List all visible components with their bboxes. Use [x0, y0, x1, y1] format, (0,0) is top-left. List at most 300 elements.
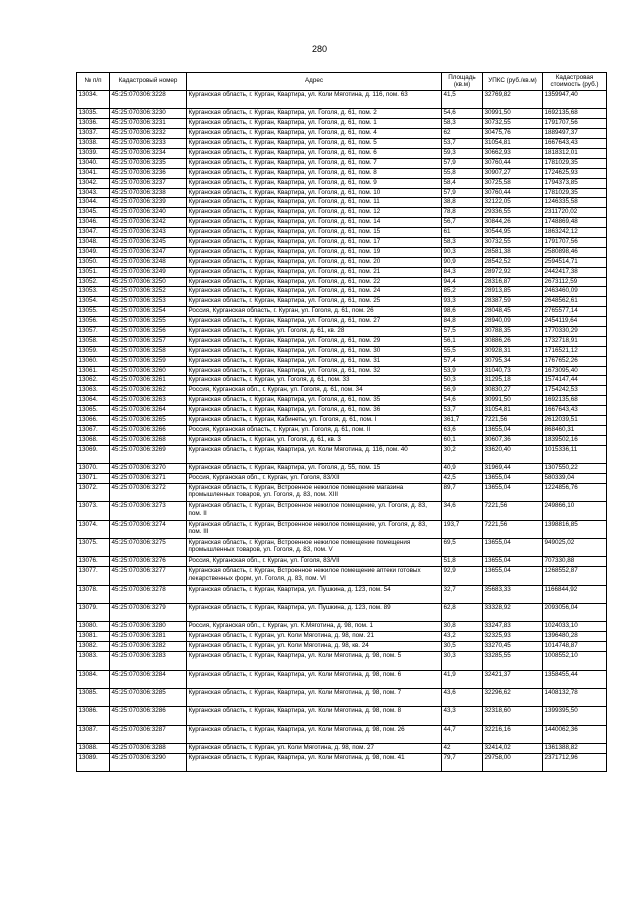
cell-cadastral-cost: 1724625,93: [543, 168, 607, 178]
cell-cadastral-number: 45:25:070306:3263: [110, 396, 187, 406]
cell-area: 78,8: [442, 208, 483, 218]
cell-cadastral-number: 45:25:070306:3248: [110, 257, 187, 267]
cell-row-number: 13064.: [77, 396, 110, 406]
cell-cadastral-number: 45:25:070306:3243: [110, 228, 187, 238]
cell-row-number: 13073.: [77, 502, 110, 520]
cell-address: Россия, Курганская обл., г. Курган, ул. Гоголя, 83/XII: [187, 473, 442, 483]
header-cadastral-number: Кадастровый номер: [110, 73, 187, 91]
table-row: [77, 744, 607, 754]
cell-row-number: 13046.: [77, 218, 110, 228]
cell-upks: 33270,45: [483, 642, 543, 652]
cell-cadastral-cost: 1791707,56: [543, 119, 607, 129]
cell-cadastral-cost: 868460,31: [543, 425, 607, 435]
cell-address: Россия, Курганская обл., г. Курган, ул. Гоголя, д. 61, пом. 34: [187, 386, 442, 396]
cell-upks: 30725,58: [483, 178, 543, 188]
cell-area: 93,3: [442, 297, 483, 307]
table-row: [77, 307, 607, 317]
cell-upks: 32421,37: [483, 670, 543, 688]
table-row: [77, 336, 607, 346]
cell-area: 56,9: [442, 386, 483, 396]
cell-upks: 30991,50: [483, 109, 543, 119]
table-row: [77, 148, 607, 158]
table-body: [77, 91, 607, 772]
table-row: [77, 178, 607, 188]
header-area: Площадь (кв.м): [442, 73, 483, 91]
cell-cadastral-number: 45:25:070306:3270: [110, 464, 187, 474]
cell-row-number: 13063.: [77, 386, 110, 396]
cell-upks: 32318,60: [483, 707, 543, 725]
table-row: [77, 346, 607, 356]
cell-cadastral-cost: 2594514,71: [543, 257, 607, 267]
cell-upks: 33328,92: [483, 604, 543, 622]
cell-area: 30,8: [442, 622, 483, 632]
cell-upks: 28972,92: [483, 267, 543, 277]
cell-area: 54,6: [442, 109, 483, 119]
cell-cadastral-cost: 1667643,43: [543, 406, 607, 416]
cell-area: 44,7: [442, 725, 483, 743]
cell-address: Курганская область, г. Курган, Квартира, ул. Гоголя, д. 61, пом. 1: [187, 119, 442, 129]
cell-row-number: 13040.: [77, 158, 110, 168]
cell-area: 193,7: [442, 520, 483, 538]
cell-area: 84,8: [442, 317, 483, 327]
cell-cadastral-cost: 2454119,64: [543, 317, 607, 327]
cell-row-number: 13075.: [77, 539, 110, 557]
cell-cadastral-number: 45:25:070306:3238: [110, 188, 187, 198]
cell-cadastral-cost: 1440062,36: [543, 725, 607, 743]
cell-upks: 30795,34: [483, 356, 543, 366]
cell-upks: 32122,05: [483, 198, 543, 208]
header-upks: УПКС (руб./кв.м): [483, 73, 543, 91]
table-row: [77, 753, 607, 771]
cell-row-number: 13051.: [77, 267, 110, 277]
cell-area: 90,3: [442, 247, 483, 257]
cell-area: 90,9: [442, 257, 483, 267]
cell-area: 50,3: [442, 376, 483, 386]
cell-cadastral-number: 45:25:070306:3242: [110, 218, 187, 228]
cell-cadastral-cost: 1889497,37: [543, 129, 607, 139]
cell-cadastral-number: 45:25:070306:3287: [110, 725, 187, 743]
cell-address: Курганская область, г. Курган, ул. Коли Мяготина, д. 98, пом. 27: [187, 744, 442, 754]
cell-row-number: 13034.: [77, 91, 110, 109]
cell-cadastral-number: 45:25:070306:3256: [110, 326, 187, 336]
cell-upks: 7221,56: [483, 416, 543, 426]
table-row: [77, 632, 607, 642]
cell-address: Курганская область, г. Курган, Квартира, ул. Гоголя, д. 61, пом. 5: [187, 139, 442, 149]
table-row: [77, 557, 607, 567]
cell-area: 94,4: [442, 277, 483, 287]
cell-address: Курганская область, г. Курган, Квартира, ул. Гоголя, д. 61, пом. 36: [187, 406, 442, 416]
cell-area: 42,5: [442, 473, 483, 483]
cell-row-number: 13041.: [77, 168, 110, 178]
cell-row-number: 13085.: [77, 688, 110, 706]
cell-area: 60,1: [442, 435, 483, 445]
cell-cadastral-cost: 2765577,14: [543, 307, 607, 317]
cell-row-number: 13077.: [77, 567, 110, 585]
cell-address: Курганская область, г. Курган, Квартира, ул. Гоголя, д. 61, пом. 8: [187, 168, 442, 178]
cell-cadastral-number: 45:25:070306:3239: [110, 198, 187, 208]
cell-row-number: 13036.: [77, 119, 110, 129]
cell-area: 43,6: [442, 688, 483, 706]
cell-area: 84,3: [442, 267, 483, 277]
cell-row-number: 13065.: [77, 406, 110, 416]
cell-row-number: 13080.: [77, 622, 110, 632]
table-row: [77, 208, 607, 218]
cell-address: Курганская область, г. Курган, ул. Гоголя, д. 61, кв. 28: [187, 326, 442, 336]
cell-area: 56,7: [442, 218, 483, 228]
cell-cadastral-number: 45:25:070306:3237: [110, 178, 187, 188]
table-row: [77, 257, 607, 267]
cell-upks: 33247,83: [483, 622, 543, 632]
cell-upks: 28387,59: [483, 297, 543, 307]
cell-upks: 30907,27: [483, 168, 543, 178]
table-row: [77, 218, 607, 228]
cell-cadastral-number: 45:25:070306:3278: [110, 585, 187, 603]
cell-cadastral-cost: 1667643,43: [543, 139, 607, 149]
cell-area: 30,5: [442, 642, 483, 652]
cell-area: 53,7: [442, 406, 483, 416]
cell-upks: 28940,09: [483, 317, 543, 327]
cell-area: 41,5: [442, 91, 483, 109]
cell-area: 62: [442, 129, 483, 139]
table-row: [77, 567, 607, 585]
cell-address: Курганская область, г. Курган, Квартира, ул. Гоголя, д. 61, пом. 10: [187, 188, 442, 198]
cell-row-number: 13089.: [77, 753, 110, 771]
table-row: [77, 198, 607, 208]
cell-area: 85,2: [442, 287, 483, 297]
table-row: [77, 520, 607, 538]
cell-upks: 33620,40: [483, 445, 543, 463]
table-row: [77, 670, 607, 688]
cell-row-number: 13074.: [77, 520, 110, 538]
cell-upks: 13655,04: [483, 557, 543, 567]
cell-cadastral-cost: 1014748,87: [543, 642, 607, 652]
cell-cadastral-number: 45:25:070306:3274: [110, 520, 187, 538]
cadastral-table: [76, 72, 607, 772]
cell-cadastral-cost: 1781029,35: [543, 188, 607, 198]
cell-upks: 31040,73: [483, 366, 543, 376]
cell-address: Курганская область, г. Курган, Квартира, ул. Гоголя, д. 61, пом. 14: [187, 218, 442, 228]
cell-upks: 28542,52: [483, 257, 543, 267]
cell-address: Курганская область, г. Курган, Квартира, ул. Пушкина, д. 123, пом. 54: [187, 585, 442, 603]
cell-cadastral-number: 45:25:070306:3235: [110, 158, 187, 168]
cell-row-number: 13047.: [77, 228, 110, 238]
cell-upks: 28581,38: [483, 247, 543, 257]
cell-cadastral-cost: 1781029,35: [543, 158, 607, 168]
cell-row-number: 13087.: [77, 725, 110, 743]
cell-area: 43,3: [442, 707, 483, 725]
cell-cadastral-cost: 580339,04: [543, 473, 607, 483]
cell-row-number: 13069.: [77, 445, 110, 463]
cell-row-number: 13078.: [77, 585, 110, 603]
cell-cadastral-number: 45:25:070306:3269: [110, 445, 187, 463]
cell-cadastral-cost: 1224856,76: [543, 483, 607, 501]
cell-area: 53,9: [442, 366, 483, 376]
cell-area: 54,6: [442, 396, 483, 406]
cell-row-number: 13037.: [77, 129, 110, 139]
cell-row-number: 13058.: [77, 336, 110, 346]
cell-cadastral-cost: 707330,88: [543, 557, 607, 567]
cell-row-number: 13070.: [77, 464, 110, 474]
cell-cadastral-number: 45:25:070306:3259: [110, 356, 187, 366]
cell-address: Курганская область, г. Курган, Квартира, ул. Гоголя, д. 61, пом. 15: [187, 228, 442, 238]
cell-upks: 28913,85: [483, 287, 543, 297]
cell-cadastral-cost: 1767652,26: [543, 356, 607, 366]
cell-area: 34,6: [442, 502, 483, 520]
cell-row-number: 13067.: [77, 425, 110, 435]
cell-cadastral-number: 45:25:070306:3281: [110, 632, 187, 642]
cell-upks: 30788,35: [483, 326, 543, 336]
cell-address: Курганская область, г. Курган, ул. Коли Мяготина, д. 98, кв. 24: [187, 642, 442, 652]
cell-cadastral-cost: 1574147,44: [543, 376, 607, 386]
cell-area: 42: [442, 744, 483, 754]
cell-cadastral-number: 45:25:070306:3284: [110, 670, 187, 688]
cell-area: 38,8: [442, 198, 483, 208]
cell-row-number: 13039.: [77, 148, 110, 158]
cell-upks: 13655,04: [483, 567, 543, 585]
header-address: Адрес: [187, 73, 442, 91]
cell-address: Россия, Курганская область, г. Курган, ул. Гоголя, д. 61, пом. 26: [187, 307, 442, 317]
cell-address: Курганская область, г. Курган, ул. Гоголя, д. 61, пом. 33: [187, 376, 442, 386]
cell-upks: 30928,31: [483, 346, 543, 356]
cell-row-number: 13052.: [77, 277, 110, 287]
table-header-row: [77, 73, 607, 91]
cell-cadastral-cost: 2648562,61: [543, 297, 607, 307]
table-row: [77, 356, 607, 366]
table-row: [77, 297, 607, 307]
cell-area: 89,7: [442, 483, 483, 501]
cell-address: Курганская область, г. Курган, Квартира, ул. Гоголя, д. 61, пом. 20: [187, 257, 442, 267]
cell-cadastral-number: 45:25:070306:3280: [110, 622, 187, 632]
cell-cadastral-cost: 1024033,10: [543, 622, 607, 632]
cell-address: Курганская область, г. Курган, Квартира, ул. Гоголя, д. 61, пом. 35: [187, 396, 442, 406]
cell-cadastral-cost: 1716521,12: [543, 346, 607, 356]
cell-area: 53,7: [442, 139, 483, 149]
cell-address: Курганская область, г. Курган, Квартира, ул. Коли Мяготина, д. 98, пом. 8: [187, 707, 442, 725]
cell-address: Курганская область, г. Курган, Квартира, ул. Гоголя, д. 61, пом. 21: [187, 267, 442, 277]
cell-address: Курганская область, г. Курган, Квартира, ул. Гоголя, д. 61, пом. 27: [187, 317, 442, 327]
cell-row-number: 13088.: [77, 744, 110, 754]
cell-address: Курганская область, г. Курган, Квартира, ул. Гоголя, д. 61, пом. 19: [187, 247, 442, 257]
cell-row-number: 13071.: [77, 473, 110, 483]
cell-row-number: 13061.: [77, 366, 110, 376]
table-row: [77, 652, 607, 670]
cell-row-number: 13072.: [77, 483, 110, 501]
cell-upks: 30760,44: [483, 158, 543, 168]
cell-upks: 31295,18: [483, 376, 543, 386]
cell-upks: 30830,27: [483, 386, 543, 396]
cell-cadastral-cost: 1246335,58: [543, 198, 607, 208]
cell-cadastral-cost: 1359947,40: [543, 91, 607, 109]
cell-cadastral-cost: 949025,02: [543, 539, 607, 557]
table-row: [77, 396, 607, 406]
table-row: [77, 158, 607, 168]
cell-address: Россия, Курганская обл., г. Курган, ул. К.Мяготина, д. 98, пом. 1: [187, 622, 442, 632]
cell-address: Курганская область, г. Курган, Квартира, ул. Гоголя, д. 61, пом. 2: [187, 109, 442, 119]
header-num: № п/п: [77, 73, 110, 91]
table-row: [77, 642, 607, 652]
cell-cadastral-number: 45:25:070306:3282: [110, 642, 187, 652]
cell-upks: 32325,93: [483, 632, 543, 642]
cell-cadastral-cost: 1307550,22: [543, 464, 607, 474]
cell-area: 92,9: [442, 567, 483, 585]
cell-area: 79,7: [442, 753, 483, 771]
cell-area: 58,3: [442, 237, 483, 247]
cell-cadastral-number: 45:25:070306:3252: [110, 287, 187, 297]
cell-row-number: 13062.: [77, 376, 110, 386]
cell-upks: 30760,44: [483, 188, 543, 198]
table-row: [77, 406, 607, 416]
cell-upks: 13655,04: [483, 483, 543, 501]
cell-address: Курганская область, г. Курган, Квартира, ул. Гоголя, д. 61, пом. 25: [187, 297, 442, 307]
cell-cadastral-cost: 2580898,46: [543, 247, 607, 257]
table-row: [77, 366, 607, 376]
cell-upks: 30732,55: [483, 119, 543, 129]
cell-cadastral-number: 45:25:070306:3277: [110, 567, 187, 585]
cell-area: 55,8: [442, 168, 483, 178]
cell-address: Курганская область, г. Курган, Встроенное нежилое помещение помещения промышленных товаров, ул. Гоголя, д. 83, пом. V: [187, 539, 442, 557]
cell-upks: 29758,00: [483, 753, 543, 771]
cell-address: Курганская область, г. Курган, Квартира, ул. Пушкина, д. 123, пом. 89: [187, 604, 442, 622]
cell-area: 57,5: [442, 326, 483, 336]
cell-address: Курганская область, г. Курган, Квартира, ул. Коли Мяготина, д. 98, пом. 41: [187, 753, 442, 771]
cell-cadastral-cost: 2442417,38: [543, 267, 607, 277]
table-row: [77, 473, 607, 483]
table-row: [77, 725, 607, 743]
table-row: [77, 425, 607, 435]
cell-row-number: 13035.: [77, 109, 110, 119]
table-row: [77, 247, 607, 257]
cell-row-number: 13044.: [77, 198, 110, 208]
table-row: [77, 109, 607, 119]
cell-area: 62,8: [442, 604, 483, 622]
cell-address: Курганская область, г. Курган, Квартира, ул. Гоголя, д. 61, пом. 7: [187, 158, 442, 168]
cell-upks: 28048,45: [483, 307, 543, 317]
cell-cadastral-number: 45:25:070306:3234: [110, 148, 187, 158]
cell-cadastral-cost: 2371712,96: [543, 753, 607, 771]
cell-cadastral-cost: 1673095,40: [543, 366, 607, 376]
cell-cadastral-cost: 2463460,09: [543, 287, 607, 297]
cell-upks: 30475,76: [483, 129, 543, 139]
cell-cadastral-number: 45:25:070306:3236: [110, 168, 187, 178]
cell-row-number: 13083.: [77, 652, 110, 670]
cell-cadastral-number: 45:25:070306:3271: [110, 473, 187, 483]
cell-cadastral-cost: 1398816,85: [543, 520, 607, 538]
cell-cadastral-number: 45:25:070306:3265: [110, 416, 187, 426]
cell-area: 58,4: [442, 178, 483, 188]
cell-upks: 30662,93: [483, 148, 543, 158]
cell-cadastral-cost: 1008552,10: [543, 652, 607, 670]
cell-row-number: 13057.: [77, 326, 110, 336]
cell-cadastral-number: 45:25:070306:3250: [110, 277, 187, 287]
table-row: [77, 267, 607, 277]
cell-cadastral-number: 45:25:070306:3228: [110, 91, 187, 109]
cell-address: Курганская область, г. Курган, Квартира, ул. Гоголя, д. 61, пом. 17: [187, 237, 442, 247]
cell-cadastral-number: 45:25:070306:3266: [110, 425, 187, 435]
cell-cadastral-cost: 1839502,16: [543, 435, 607, 445]
cell-cadastral-cost: 1692135,68: [543, 109, 607, 119]
cell-address: Курганская область, г. Курган, Квартира, ул. Гоголя, д. 61, пом. 9: [187, 178, 442, 188]
table-row: [77, 688, 607, 706]
cell-cadastral-number: 45:25:070306:3231: [110, 119, 187, 129]
cell-address: Курганская область, г. Курган, Квартира, ул. Гоголя, д. 61, пом. 6: [187, 148, 442, 158]
table-row: [77, 91, 607, 109]
cell-cadastral-cost: 2311720,02: [543, 208, 607, 218]
table-row: [77, 277, 607, 287]
cell-upks: 7221,56: [483, 520, 543, 538]
cell-area: 41,9: [442, 670, 483, 688]
cell-cadastral-number: 45:25:070306:3240: [110, 208, 187, 218]
cell-row-number: 13053.: [77, 287, 110, 297]
cell-address: Курганская область, г. Курган, Квартира, ул. Гоголя, д. 61, пом. 31: [187, 356, 442, 366]
table-row: [77, 376, 607, 386]
cell-address: Курганская область, г. Курган, Квартира, ул. Коли Мяготина, д. 98, пом. 7: [187, 688, 442, 706]
cell-address: Курганская область, г. Курган, ул. Коли Мяготина, д. 98, пом. 21: [187, 632, 442, 642]
table-row: [77, 502, 607, 520]
cell-address: Курганская область, г. Курган, Встроенное нежилое помещение аптеки готовых лекарственных форм, ул. Гоголя, д. 83, пом. VI: [187, 567, 442, 585]
cell-cadastral-cost: 1754242,53: [543, 386, 607, 396]
cell-area: 361,7: [442, 416, 483, 426]
cell-area: 30,2: [442, 445, 483, 463]
cell-cadastral-number: 45:25:070306:3230: [110, 109, 187, 119]
table-row: [77, 129, 607, 139]
cell-area: 69,5: [442, 539, 483, 557]
table-row: [77, 228, 607, 238]
cell-cadastral-cost: 249866,10: [543, 502, 607, 520]
cell-address: Курганская область, г. Курган, Квартира, ул. Гоголя, д. 61, пом. 11: [187, 198, 442, 208]
cell-row-number: 13048.: [77, 237, 110, 247]
cell-upks: 33285,55: [483, 652, 543, 670]
cell-cadastral-cost: 1732718,91: [543, 336, 607, 346]
cell-area: 56,1: [442, 336, 483, 346]
cell-row-number: 13086.: [77, 707, 110, 725]
cell-upks: 31969,44: [483, 464, 543, 474]
cell-area: 55,5: [442, 346, 483, 356]
cell-cadastral-number: 45:25:070306:3276: [110, 557, 187, 567]
cell-address: Курганская область, г. Курган, ул. Гоголя, д. 61, кв. 3: [187, 435, 442, 445]
cell-cadastral-number: 45:25:070306:3260: [110, 366, 187, 376]
table-row: [77, 139, 607, 149]
cell-cadastral-number: 45:25:070306:3253: [110, 297, 187, 307]
cell-row-number: 13066.: [77, 416, 110, 426]
cell-row-number: 13060.: [77, 356, 110, 366]
cell-row-number: 13079.: [77, 604, 110, 622]
cell-cadastral-cost: 1408132,78: [543, 688, 607, 706]
cell-cadastral-cost: 1692135,68: [543, 396, 607, 406]
table-row: [77, 237, 607, 247]
table-row: [77, 539, 607, 557]
cell-cadastral-number: 45:25:070306:3268: [110, 435, 187, 445]
cell-address: Курганская область, г. Курган, Квартира, ул. Гоголя, д. 61, пом. 22: [187, 277, 442, 287]
table-row: [77, 464, 607, 474]
cell-cadastral-cost: 1794373,85: [543, 178, 607, 188]
cell-cadastral-cost: 1791707,56: [543, 237, 607, 247]
cell-area: 43,2: [442, 632, 483, 642]
cell-row-number: 13038.: [77, 139, 110, 149]
cell-cadastral-cost: 2093056,04: [543, 604, 607, 622]
cell-cadastral-cost: 1770330,29: [543, 326, 607, 336]
cell-upks: 28316,87: [483, 277, 543, 287]
cell-address: Курганская область, г. Курган, Квартира, ул. Коли Мяготина, д. 116, пом. 40: [187, 445, 442, 463]
cell-cadastral-number: 45:25:070306:3247: [110, 247, 187, 257]
cell-address: Россия, Курганская область, г. Курган, ул. Гоголя, д. 61, пом. II: [187, 425, 442, 435]
cell-cadastral-cost: 1863242,12: [543, 228, 607, 238]
cell-cadastral-cost: 2673112,59: [543, 277, 607, 287]
cell-address: Курганская область, г. Курган, Встроенное нежилое помещение, ул. Гоголя, д. 83, пом. III: [187, 520, 442, 538]
cell-address: Россия, Курганская обл., г. Курган, ул. Гоголя, 83/VII: [187, 557, 442, 567]
cell-area: 61: [442, 228, 483, 238]
table-row: [77, 317, 607, 327]
cell-upks: 31054,81: [483, 406, 543, 416]
